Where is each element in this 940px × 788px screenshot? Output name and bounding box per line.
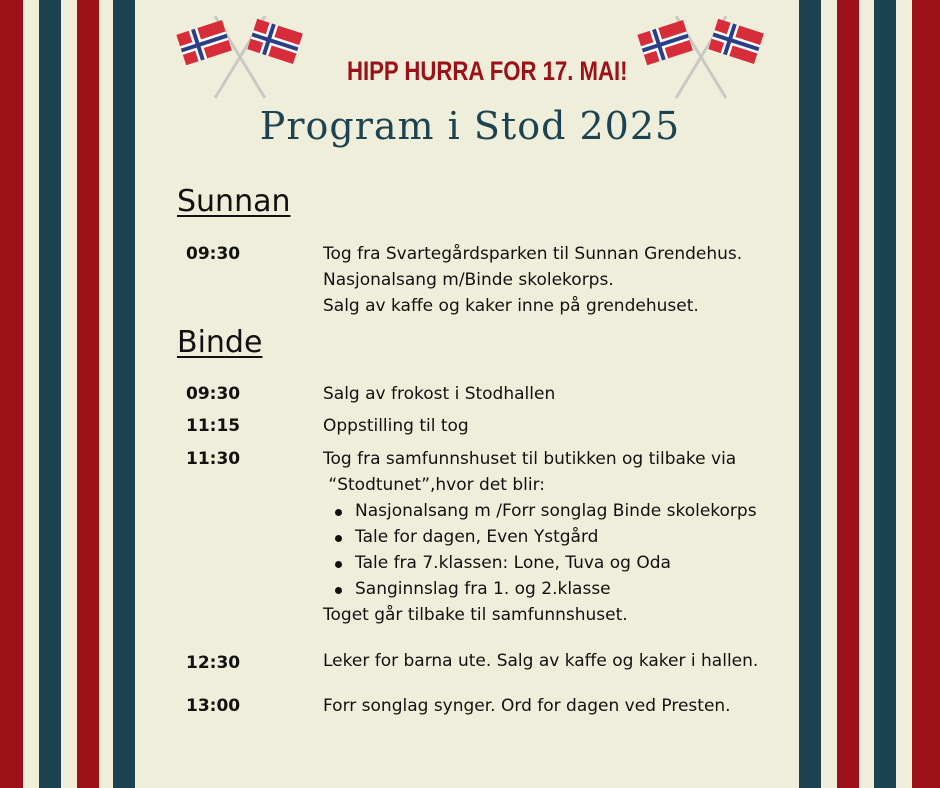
page-title: Program i Stod 2025 (259, 104, 681, 148)
stripe-left-navy-2 (113, 0, 135, 788)
entry-line: Toget går tilbake til samfunnshuset. (323, 605, 628, 625)
section-heading-sunnan: Sunnan (177, 184, 291, 219)
list-item-text: Nasjonalsang m /Forr songlag Binde skolekorps (355, 501, 757, 521)
entry-time: 13:00 (186, 696, 241, 716)
stripe-right-navy-2 (874, 0, 896, 788)
list-item (323, 550, 778, 576)
list-item-text: Sanginnslag fra 1. og 2.klasse (355, 579, 611, 599)
entry-description (323, 648, 778, 674)
entry-line: Nasjonalsang m/Binde skolekorps. (323, 270, 614, 290)
bullet-icon (335, 535, 342, 542)
entry-description (323, 693, 778, 719)
entry-time: 09:30 (186, 384, 241, 404)
entry-time: 11:30 (186, 449, 241, 469)
entry-description (323, 446, 778, 628)
crossed-flags-left (175, 10, 305, 102)
entry-description (323, 381, 778, 407)
entry-description (323, 241, 778, 319)
stripe-right-red-1 (837, 0, 859, 788)
crossed-flags-right (636, 10, 766, 102)
entry-line: Tog fra samfunnshuset til butikken og tilbake via (323, 449, 737, 469)
entry-time: 12:30 (186, 653, 241, 673)
entry-line: Salg av frokost i Stodhallen (323, 384, 556, 404)
list-item (323, 524, 778, 550)
norwegian-flag-icon (175, 10, 305, 102)
bullet-list (323, 498, 778, 602)
entry-line: Salg av kaffe og kaker inne på grendehuset. (323, 296, 699, 316)
entry-line: Forr songlag synger. Ord for dagen ved Presten. (323, 696, 731, 716)
stripe-right-navy-1 (799, 0, 821, 788)
list-item (323, 498, 778, 524)
list-item (323, 576, 778, 602)
stripe-left-red-2 (77, 0, 99, 788)
entry-line: Leker for barna ute. Salg av kaffe og kaker i hallen. (323, 651, 759, 671)
entry-line: Oppstilling til tog (323, 416, 469, 436)
bullet-icon (335, 509, 342, 516)
list-item-text: Tale for dagen, Even Ystgård (355, 527, 599, 547)
entry-time: 11:15 (186, 416, 241, 436)
bullet-icon (335, 561, 342, 568)
stripe-left-navy-1 (39, 0, 61, 788)
entry-description (323, 413, 778, 439)
entry-time: 09:30 (186, 244, 241, 264)
entry-line: “Stodtunet”,hvor det blir: (323, 475, 546, 495)
entry-line: Tog fra Svartegårdsparken til Sunnan Grendehus. (323, 244, 743, 264)
stripe-right-red-2 (912, 0, 940, 788)
norwegian-flag-icon (636, 10, 766, 102)
headline: HIPP HURRA FOR 17. MAI! (347, 56, 628, 86)
section-heading-binde: Binde (177, 325, 263, 360)
bullet-icon (335, 587, 342, 594)
stripe-left-red-1 (0, 0, 23, 788)
list-item-text: Tale fra 7.klassen: Lone, Tuva og Oda (355, 553, 671, 573)
